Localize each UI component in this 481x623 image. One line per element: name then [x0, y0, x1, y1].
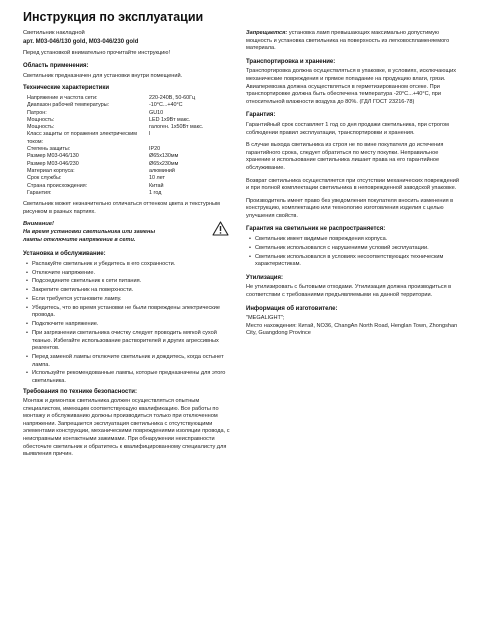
maker-name: "MEGALIGHT"; — [246, 315, 285, 322]
spec-key: Напряжение и частота сети: — [27, 94, 98, 101]
page-title: Инструкция по эксплуатации — [23, 10, 204, 24]
product-subtitle: Светильник накладной — [23, 30, 85, 36]
spec-key: Размер M03-046/230 — [27, 160, 79, 167]
spec-row — [23, 190, 223, 197]
not-covered-list — [246, 236, 461, 269]
intro-text: Перед установкой внимательно прочитайте инструкцию! — [23, 49, 171, 56]
spec-value: LED 1х9Вт макс. — [149, 116, 191, 123]
list-item: • Подключите напряжение. — [23, 321, 235, 329]
warranty-text-3: Возврат светильника осуществляется при отсутствии механических повреждений и при полной комплектации светильника в неповрежденной заводской упаковке. — [246, 177, 460, 192]
spec-value: 220-240В, 50-60Гц — [149, 94, 196, 101]
spec-value: Ø65х230мм — [149, 160, 179, 167]
list-item: • Распакуйте светильник и убедитесь в его сохранности. — [23, 261, 235, 269]
spec-value: -10°С...+40°С — [149, 102, 183, 109]
install-list — [23, 261, 235, 386]
spec-key: Страна происхождения: — [27, 182, 88, 189]
spec-row — [23, 175, 223, 182]
specs-heading: Технические характеристики — [23, 85, 110, 92]
maker-address: Место нахождения: Китай, NO36, ChangAn North Road, Henglan Town, Zhongshan City, Guangdong Province — [246, 322, 458, 337]
spec-key: Диапазон рабочей температуры: — [27, 102, 110, 109]
spec-key: Степень защиты: — [27, 146, 71, 153]
transport-text: Транспортировка должна осуществляться в упаковке, в условиях, исключающих механические повреждения и прямое попадание на продукцию влаги, грязи. Авиаперевозка должна осуществляться в герметизированном отсеке. При транспортировке должна быть обеспечена температура -20°С...+40°С, при относительной влажности воздуха до 80%. (ГДЛ ГОСТ 23216-78) — [246, 68, 456, 105]
spec-row — [23, 161, 223, 168]
specs-table — [23, 95, 223, 197]
spec-key: Размер M03-046/130 — [27, 153, 79, 160]
spec-value: 1 год — [149, 189, 162, 196]
spec-value: Ø65х130мм — [149, 153, 179, 160]
spec-key: Класс защиты от поражения электрическим током: — [27, 131, 137, 145]
spec-row — [23, 168, 223, 175]
spec-value: I — [149, 131, 151, 138]
spec-value: 10 лет — [149, 175, 165, 182]
transport-heading: Транспортировка и хранение: — [246, 58, 336, 65]
install-heading: Установка и обслуживание: — [23, 251, 106, 258]
application-heading: Область применения: — [23, 63, 89, 70]
forbidden-lead: Запрещается: — [246, 30, 288, 36]
list-item: • Перед заменой лампы отключите светильник и дождитесь, когда остынет лампа. — [23, 354, 235, 369]
spec-key: Мощность: — [27, 116, 55, 123]
disposal-text: Не утилизировать с бытовыми отходами. Утилизация должна производиться в соответствии с требованиями предъявляемыми на данной территории. — [246, 284, 452, 298]
safety-text: Монтаж и демонтаж светильника должен осуществляться опытным специалистом, имеющим соответствующую квалификацию. Все работы по монтажу и обслуживанию должны производиться только при отключенном напряжении. Запрещается эксплуатация светильника с отсутствующими элементами конструкции, механическими повреждениями изоляции провода, с неисправными контактными зажимами. При обнаружении неисправности обесточьте светильник и обратитесь к квалифицированному специалисту для выявления причин. — [23, 398, 230, 458]
spec-key: Гарантия: — [27, 189, 52, 196]
warranty-heading: Гарантия: — [246, 112, 276, 119]
spec-key: Материал корпуса: — [27, 167, 75, 174]
spec-row — [23, 146, 223, 153]
spec-value: Китай — [149, 182, 164, 189]
product-article: арт. M03-046/130 gold, M03-046/230 gold — [23, 38, 139, 45]
warranty-text-2: В случае выхода светильника из строя не по вине покупателя до истечения гарантийного срока, следует обратиться по месту покупки. Неправильное хранение и использование светильника лишает права на его гарантийное обслуживание. — [246, 142, 444, 171]
right-column — [246, 30, 461, 338]
list-item: • Убедитесь, что во время установки не были повреждены электрические провода. — [23, 305, 235, 320]
spec-key: Патрон: — [27, 109, 47, 116]
spec-value: галоген. 1х50Вт макс. — [149, 124, 204, 131]
list-item: • Светильник использовался с нарушениями условий эксплуатации. — [246, 245, 461, 253]
not-covered-heading: Гарантия на светильник не распространяется: — [246, 226, 386, 233]
spec-value: алюминий — [149, 167, 175, 174]
spec-row — [23, 124, 223, 131]
warning-text: На время установки светильника или замены лампы отключите напряжение в сети. — [23, 228, 156, 243]
safety-heading: Требования по технике безопасности: — [23, 388, 137, 395]
spec-row — [23, 117, 223, 124]
maker-heading: Информация об изготовителе: — [246, 305, 338, 312]
spec-key: Срок службы: — [27, 175, 62, 182]
spec-row — [23, 183, 223, 190]
forbidden-paragraph — [246, 30, 461, 53]
spec-key: Мощность: — [27, 124, 55, 131]
warranty-text-1: Гарантийный срок составляет 1 год со дня продажи светильника, при строгом соблюдении правил эксплуатации, транспортировки и хранения. — [246, 121, 449, 136]
left-column — [23, 30, 235, 464]
list-item: • При загрязнении светильника очистку следует проводить мягкой сухой тканью. Избегайте использование растворителей и других агрессивных реагентов. — [23, 330, 235, 353]
spec-value: IP20 — [149, 146, 161, 153]
spec-row — [23, 110, 223, 117]
list-item: • Светильник имеет видимые повреждения корпуса. — [246, 236, 461, 244]
warning-triangle-icon — [212, 221, 229, 236]
shade-note: Светильник может незначительно отличаться оттенком цвета и текстурным рисунком в разных партиях. — [23, 201, 220, 215]
spec-row — [23, 131, 223, 146]
application-text: Светильник предназначен для установки внутри помещений. — [23, 72, 183, 79]
disposal-heading: Утилизация: — [246, 274, 283, 281]
list-item: • Подсоедините светильник к сети питания. — [23, 278, 235, 286]
spec-value: GU10 — [149, 109, 164, 116]
list-item: • Закрепите светильник на поверхности. — [23, 287, 235, 295]
warning-box — [23, 221, 235, 245]
list-item: • Светильник использовался в условиях несоответствующих техническим характеристикам. — [246, 254, 461, 269]
list-item: • Если требуется установите лампу. — [23, 296, 235, 304]
forbidden-text: установка ламп превышающих максимально допустимую мощность и установка светильника на поверхность из легковоспламеняемого материала. — [246, 30, 450, 52]
spec-row — [23, 102, 223, 109]
list-item: • Отключите напряжение. — [23, 270, 235, 278]
list-item: • Используйте рекомендованные лампы, которые предназначены для этого светильника. — [23, 370, 235, 385]
warranty-text-4: Производитель имеет право без уведомления покупателя вносить изменения в конструкцию, комплектацию или технологию изготовления изделия с целью улучшения свойств. — [246, 197, 454, 219]
spec-row — [23, 153, 223, 160]
warning-title: Внимание! — [23, 221, 54, 228]
